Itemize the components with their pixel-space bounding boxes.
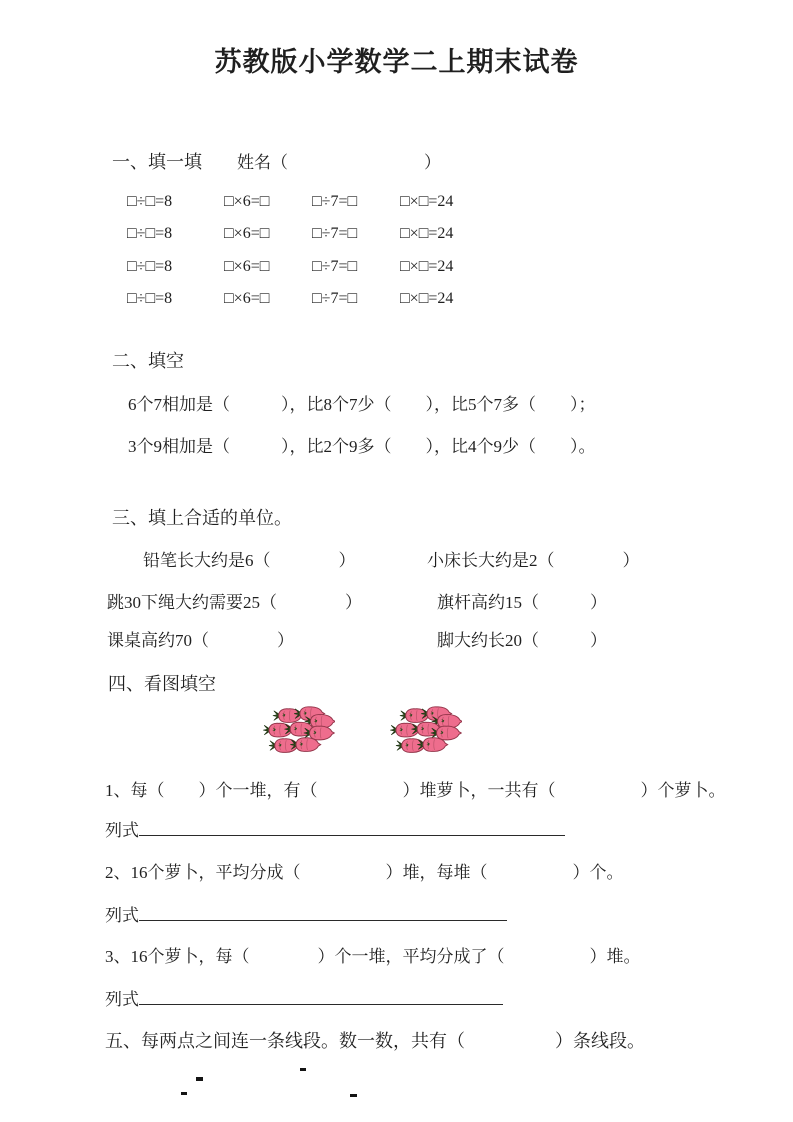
radish-group-image <box>386 704 462 762</box>
section-two-heading: 二、填空 <box>112 351 184 371</box>
equation-blank: □×□=24 <box>400 290 454 307</box>
equation-row-4 <box>127 288 453 308</box>
equation-label: 列式 <box>105 990 139 1009</box>
name-field-label: 姓名（ ） <box>237 153 441 172</box>
equation-blank: □÷□=8 <box>127 193 173 210</box>
equation-label: 列式 <box>105 906 139 925</box>
equation-blank: □×6=□ <box>224 290 270 307</box>
fill-blank-line-2: 3个9相加是（ ），比2个9多（ ），比4个9少（ ）。 <box>128 437 596 456</box>
equation-blank: □÷7=□ <box>312 225 358 242</box>
section-one-heading: 一、填一填 <box>112 152 202 172</box>
equation-blank: □÷□=8 <box>127 225 173 242</box>
fill-blank-line-1: 6个7相加是（ ），比8个7少（ ），比5个7多（ ）； <box>128 395 596 414</box>
unit-item-bed: 小床长大约是2（ ） <box>427 551 640 570</box>
question-3-text: 3、16个萝卜，每（ ）个一堆，平均分成了（ ）堆。 <box>105 947 641 966</box>
equation-blank: □÷7=□ <box>312 193 358 210</box>
section-five-heading: 五、每两点之间连一条线段。数一数，共有（ ）条线段。 <box>105 1031 645 1051</box>
equation-blank: □×6=□ <box>224 258 270 275</box>
answer-blank-line <box>139 904 507 921</box>
unit-item-pencil: 铅笔长大约是6（ ） <box>143 551 356 570</box>
question-2-equation-line <box>105 904 507 927</box>
unit-item-flagpole: 旗杆高约15（ ） <box>437 593 607 612</box>
question-3-equation-line <box>105 988 503 1011</box>
equation-blank: □×6=□ <box>224 225 270 242</box>
radish-group-image <box>259 704 335 762</box>
equation-blank: □×6=□ <box>224 193 270 210</box>
equation-row-3 <box>127 256 453 276</box>
equation-row-2 <box>127 223 453 243</box>
unit-item-foot: 脚大约长20（ ） <box>437 631 607 650</box>
question-1-equation-line <box>105 819 565 842</box>
section-three-heading: 三、填上合适的单位。 <box>112 508 292 528</box>
equation-blank: □÷□=8 <box>127 290 173 307</box>
unit-item-desk: 课桌高约70（ ） <box>107 631 294 650</box>
segment-point <box>350 1094 357 1097</box>
page-title: 苏教版小学数学二上期末试卷 <box>214 47 579 77</box>
equation-blank: □÷7=□ <box>312 290 358 307</box>
section-four-heading: 四、看图填空 <box>108 674 216 694</box>
equation-blank: □×□=24 <box>400 225 454 242</box>
equation-blank: □÷7=□ <box>312 258 358 275</box>
segment-point <box>196 1077 203 1081</box>
segment-point <box>181 1092 187 1095</box>
segment-point <box>300 1068 306 1071</box>
answer-blank-line <box>139 819 565 836</box>
equation-blank: □÷□=8 <box>127 258 173 275</box>
question-2-text: 2、16个萝卜，平均分成（ ）堆，每堆（ ）个。 <box>105 863 624 882</box>
equation-blank: □×□=24 <box>400 258 454 275</box>
equation-label: 列式 <box>105 821 139 840</box>
question-1-text: 1、每（ ）个一堆，有（ ）堆萝卜，一共有（ ）个萝卜。 <box>105 781 726 800</box>
answer-blank-line <box>139 988 503 1005</box>
equation-row-1 <box>127 191 453 211</box>
equation-blank: □×□=24 <box>400 193 454 210</box>
unit-item-rope: 跳30下绳大约需要25（ ） <box>107 593 362 612</box>
